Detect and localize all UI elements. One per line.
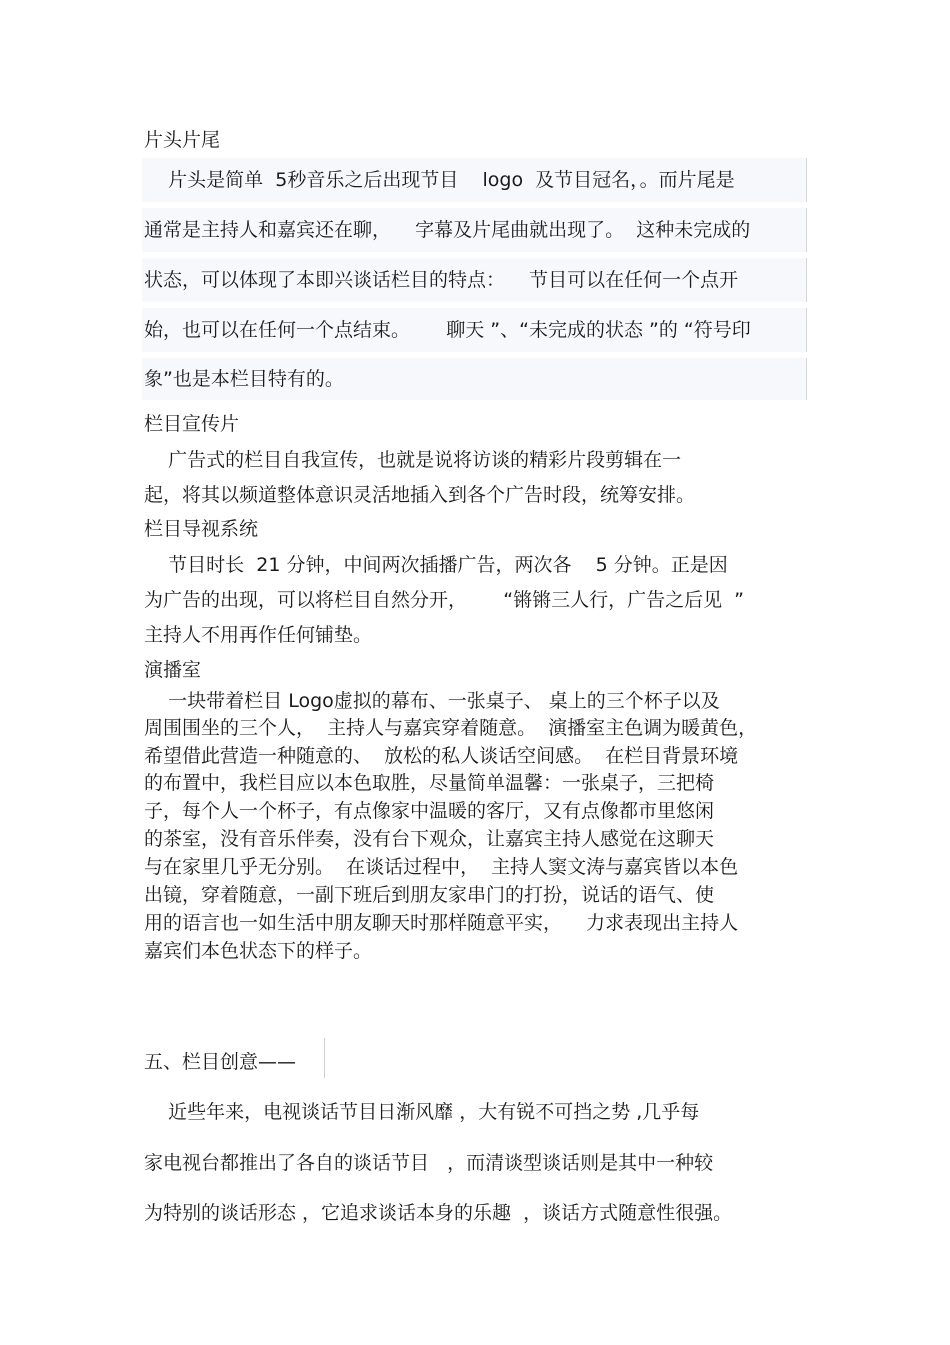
paragraph-line: 为特别的谈话形态 ，它追求谈话本身的乐趣 ，谈话方式随意性很强。 xyxy=(144,1202,733,1224)
paragraph-line: 主持人不用再作任何铺垫。 xyxy=(144,624,373,646)
paragraph-line: 一块带着栏目 Logo虚拟的幕布、一张桌子、 桌上的三个杯子以及 xyxy=(144,690,720,712)
paragraph-line: 与在家里几乎无分别。 在谈话过程中， 主持人窦文涛与嘉宾皆以本色 xyxy=(144,856,739,878)
paragraph-line: 广告式的栏目自我宣传，也就是说将访谈的精彩片段剪辑在一 xyxy=(144,449,682,471)
section-heading-studio: 演播室 xyxy=(144,659,202,681)
paragraph-line: 希望借此营造一种随意的、 放松的私人谈话空间感。 在栏目背景环境 xyxy=(144,745,739,767)
paragraph-line: 通常是主持人和嘉宾还在聊， 字幕及片尾曲就出现了。 这种未完成的 xyxy=(144,219,751,241)
heading-divider xyxy=(324,1038,325,1078)
paragraph-line: 始，也可以在任何一个点结束。 聊天 ”、“未完成的状态 ”的 “符号印 xyxy=(144,319,751,341)
paragraph-line: 出镜，穿着随意，一副下班后到朋友家串门的打扮，说话的语气、使 xyxy=(144,884,715,906)
paragraph-line: 起，将其以频道整体意识灵活地插入到各个广告时段，统筹安排。 xyxy=(144,484,696,506)
paragraph-line: 子，每个人一个杯子，有点像家中温暖的客厅，又有点像都市里悠闲 xyxy=(144,800,715,822)
paragraph-line: 节目时长 21 分钟，中间两次插播广告，两次各 5 分钟。正是因 xyxy=(144,554,728,576)
section-heading-opening: 片头片尾 xyxy=(144,129,221,151)
section-heading-creative: 五、栏目创意—— xyxy=(144,1051,297,1073)
paragraph-line: 片头是简单 5秒音乐之后出现节目 logo 及节目冠名，。而片尾是 xyxy=(144,169,735,191)
paragraph-line: 近些年来，电视谈话节目日渐风靡 ，大有锐不可挡之势 ,几乎每 xyxy=(144,1101,700,1123)
paragraph-line: 周围围坐的三个人， 主持人与嘉宾穿着随意。 演播室主色调为暖黄色， xyxy=(144,717,758,739)
section-heading-navigation: 栏目导视系统 xyxy=(144,518,259,540)
paragraph-line: 为广告的出现，可以将栏目自然分开， “锵锵三人行，广告之后见 ” xyxy=(144,589,745,611)
paragraph-line: 的布置中，我栏目应以本色取胜，尽量简单温馨：一张桌子，三把椅 xyxy=(144,772,715,794)
paragraph-line: 象”也是本栏目特有的。 xyxy=(144,368,344,390)
paragraph-line: 嘉宾们本色状态下的样子。 xyxy=(144,940,373,962)
paragraph-line: 的茶室，没有音乐伴奏，没有台下观众，让嘉宾主持人感觉在这聊天 xyxy=(144,828,715,850)
paragraph-line: 用的语言也一如生活中朋友聊天时那样随意平实， 力求表现出主持人 xyxy=(144,912,739,934)
section-heading-promo: 栏目宣传片 xyxy=(144,413,240,435)
paragraph-line: 状态，可以体现了本即兴谈话栏目的特点： 节目可以在任何一个点开 xyxy=(144,269,739,291)
paragraph-line: 家电视台都推出了各自的谈话节目 ，而清谈型谈话则是其中一种较 xyxy=(144,1152,714,1174)
